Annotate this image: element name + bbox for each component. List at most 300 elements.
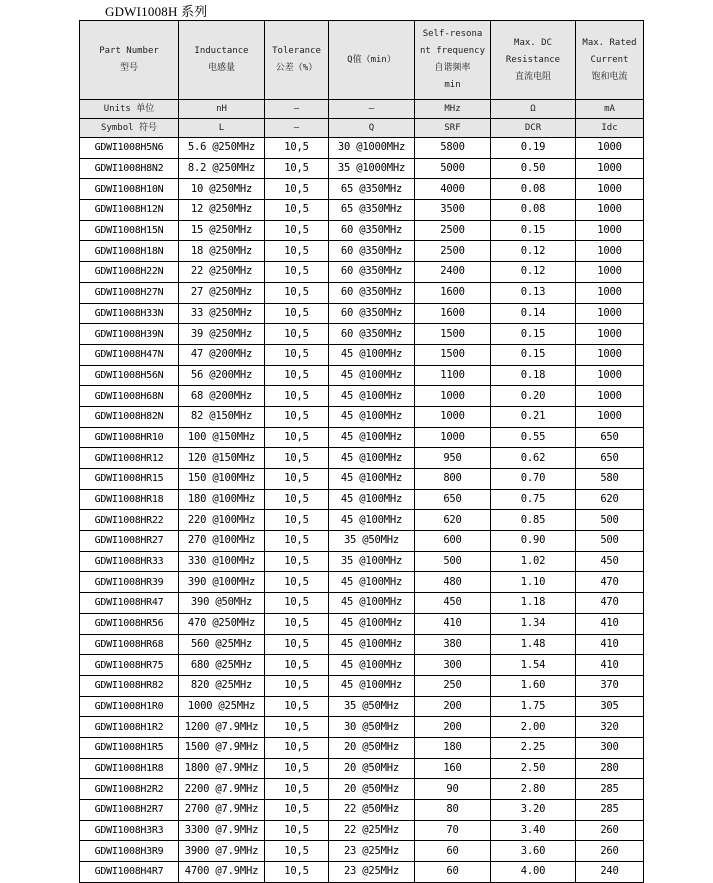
cell-part-number: GDWI1008H5N6 [80, 138, 179, 159]
table-row [80, 303, 644, 324]
table-row [80, 386, 644, 407]
cell-q-min: 20 @50MHz [329, 779, 415, 800]
header-line: min [444, 80, 461, 90]
table-row [80, 862, 644, 883]
cell-inductance: 220 @100MHz [179, 510, 265, 531]
cell-idc: 1000 [576, 344, 644, 365]
cell-part-number: GDWI1008HR12 [80, 448, 179, 469]
cell-tolerance: 10,5 [265, 303, 329, 324]
cell-dcr: 2.25 [491, 737, 576, 758]
cell-idc: 470 [576, 572, 644, 593]
cell-part-number: GDWI1008H18N [80, 241, 179, 262]
cell-idc: 1000 [576, 365, 644, 386]
cell-q-min: 20 @50MHz [329, 758, 415, 779]
cell-idc: 1000 [576, 220, 644, 241]
cell-srf: 200 [415, 717, 491, 738]
cell-inductance: 18 @250MHz [179, 241, 265, 262]
cell-tolerance: 10,5 [265, 593, 329, 614]
document-title: GDWI1008H 系列 [105, 4, 208, 19]
cell-part-number: GDWI1008HR39 [80, 572, 179, 593]
cell-inductance: 100 @150MHz [179, 427, 265, 448]
cell-dcr: 0.15 [491, 324, 576, 345]
cell-srf: 1500 [415, 324, 491, 345]
cell-srf: 2500 [415, 220, 491, 241]
cell-inductance: 5.6 @250MHz [179, 138, 265, 159]
cell-part-number: GDWI1008HR10 [80, 427, 179, 448]
cell-q-min: 60 @350MHz [329, 324, 415, 345]
cell-idc: 450 [576, 551, 644, 572]
cell-inductance: 180 @100MHz [179, 489, 265, 510]
unit-cell-srf: MHz [415, 100, 491, 119]
header-line: Tolerance [272, 46, 321, 56]
cell-inductance: 3300 @7.9MHz [179, 820, 265, 841]
cell-tolerance: 10,5 [265, 365, 329, 386]
cell-srf: 800 [415, 469, 491, 490]
unit-cell-q-min: — [329, 100, 415, 119]
cell-idc: 1000 [576, 138, 644, 159]
cell-q-min: 45 @100MHz [329, 572, 415, 593]
header-line: Resistance [505, 54, 561, 65]
header-line: Max. Rated [582, 37, 637, 48]
cell-part-number: GDWI1008H33N [80, 303, 179, 324]
cell-dcr: 0.70 [491, 469, 576, 490]
cell-idc: 280 [576, 758, 644, 779]
cell-dcr: 0.14 [491, 303, 576, 324]
cell-q-min: 22 @50MHz [329, 800, 415, 821]
cell-q-min: 60 @350MHz [329, 282, 415, 303]
cell-q-min: 35 @100MHz [329, 551, 415, 572]
cell-srf: 160 [415, 758, 491, 779]
unit-cell-tolerance: — [265, 100, 329, 119]
cell-inductance: 3900 @7.9MHz [179, 841, 265, 862]
symbol-cell-inductance: L [179, 119, 265, 138]
unit-cell-dcr: Ω [491, 100, 576, 119]
cell-part-number: GDWI1008H1R2 [80, 717, 179, 738]
table-row [80, 551, 644, 572]
cell-dcr: 1.75 [491, 696, 576, 717]
cell-srf: 950 [415, 448, 491, 469]
table-row [80, 634, 644, 655]
cell-dcr: 0.12 [491, 241, 576, 262]
cell-idc: 620 [576, 489, 644, 510]
cell-q-min: 60 @350MHz [329, 303, 415, 324]
cell-inductance: 8.2 @250MHz [179, 158, 265, 179]
cell-srf: 380 [415, 634, 491, 655]
cell-dcr: 0.50 [491, 158, 576, 179]
cell-tolerance: 10,5 [265, 324, 329, 345]
cell-part-number: GDWI1008H82N [80, 406, 179, 427]
table-row [80, 531, 644, 552]
cell-idc: 580 [576, 469, 644, 490]
column-header-tolerance [265, 21, 329, 100]
cell-part-number: GDWI1008HR15 [80, 469, 179, 490]
cell-idc: 1000 [576, 303, 644, 324]
table-row [80, 262, 644, 283]
cell-q-min: 20 @50MHz [329, 737, 415, 758]
cell-idc: 1000 [576, 282, 644, 303]
cell-q-min: 45 @100MHz [329, 469, 415, 490]
cell-dcr: 0.90 [491, 531, 576, 552]
cell-dcr: 3.40 [491, 820, 576, 841]
cell-tolerance: 10,5 [265, 386, 329, 407]
cell-part-number: GDWI1008HR33 [80, 551, 179, 572]
cell-idc: 410 [576, 613, 644, 634]
cell-part-number: GDWI1008HR68 [80, 634, 179, 655]
table-row [80, 365, 644, 386]
table-body [80, 138, 644, 883]
cell-part-number: GDWI1008H1R0 [80, 696, 179, 717]
cell-q-min: 45 @100MHz [329, 427, 415, 448]
cell-idc: 1000 [576, 386, 644, 407]
header-line: 饱和电流 [591, 71, 628, 82]
cell-inductance: 82 @150MHz [179, 406, 265, 427]
cell-tolerance: 10,5 [265, 510, 329, 531]
cell-dcr: 0.08 [491, 179, 576, 200]
table-row [80, 489, 644, 510]
cell-part-number: GDWI1008H27N [80, 282, 179, 303]
cell-q-min: 45 @100MHz [329, 675, 415, 696]
cell-q-min: 45 @100MHz [329, 593, 415, 614]
cell-dcr: 1.48 [491, 634, 576, 655]
cell-inductance: 2700 @7.9MHz [179, 800, 265, 821]
header-line: 型号 [119, 63, 138, 73]
cell-srf: 1000 [415, 386, 491, 407]
cell-dcr: 0.19 [491, 138, 576, 159]
cell-tolerance: 10,5 [265, 179, 329, 200]
cell-inductance: 1200 @7.9MHz [179, 717, 265, 738]
cell-srf: 500 [415, 551, 491, 572]
header-line: Q值（min） [347, 54, 396, 65]
column-header-q-min [329, 21, 415, 100]
cell-dcr: 2.80 [491, 779, 576, 800]
cell-idc: 1000 [576, 324, 644, 345]
cell-inductance: 820 @25MHz [179, 675, 265, 696]
cell-srf: 2500 [415, 241, 491, 262]
cell-srf: 620 [415, 510, 491, 531]
cell-dcr: 3.60 [491, 841, 576, 862]
cell-srf: 410 [415, 613, 491, 634]
cell-q-min: 60 @350MHz [329, 262, 415, 283]
cell-srf: 250 [415, 675, 491, 696]
cell-srf: 480 [415, 572, 491, 593]
cell-idc: 650 [576, 427, 644, 448]
cell-part-number: GDWI1008H1R8 [80, 758, 179, 779]
header-line: 电感量 [207, 63, 235, 73]
cell-srf: 650 [415, 489, 491, 510]
cell-srf: 5000 [415, 158, 491, 179]
cell-dcr: 3.20 [491, 800, 576, 821]
cell-part-number: GDWI1008HR56 [80, 613, 179, 634]
cell-srf: 1500 [415, 344, 491, 365]
symbol-cell-dcr: DCR [491, 119, 576, 138]
cell-srf: 1600 [415, 303, 491, 324]
cell-inductance: 270 @100MHz [179, 531, 265, 552]
cell-q-min: 45 @100MHz [329, 365, 415, 386]
cell-idc: 410 [576, 634, 644, 655]
table-row [80, 717, 644, 738]
header-line: Inductance [194, 46, 249, 56]
cell-inductance: 560 @25MHz [179, 634, 265, 655]
cell-part-number: GDWI1008H2R7 [80, 800, 179, 821]
cell-inductance: 680 @25MHz [179, 655, 265, 676]
cell-q-min: 60 @350MHz [329, 220, 415, 241]
cell-part-number: GDWI1008H3R3 [80, 820, 179, 841]
cell-inductance: 1500 @7.9MHz [179, 737, 265, 758]
cell-srf: 200 [415, 696, 491, 717]
cell-srf: 1600 [415, 282, 491, 303]
cell-q-min: 45 @100MHz [329, 613, 415, 634]
column-header-part-number [80, 21, 179, 100]
cell-idc: 240 [576, 862, 644, 883]
cell-idc: 285 [576, 779, 644, 800]
table-row [80, 758, 644, 779]
cell-tolerance: 10,5 [265, 758, 329, 779]
table-row [80, 324, 644, 345]
cell-inductance: 68 @200MHz [179, 386, 265, 407]
cell-inductance: 39 @250MHz [179, 324, 265, 345]
cell-inductance: 150 @100MHz [179, 469, 265, 490]
header-line: 自谐频率 [434, 63, 471, 73]
cell-idc: 1000 [576, 200, 644, 221]
cell-q-min: 65 @350MHz [329, 200, 415, 221]
cell-tolerance: 10,5 [265, 634, 329, 655]
column-header-dcr [491, 21, 576, 100]
cell-srf: 4000 [415, 179, 491, 200]
cell-tolerance: 10,5 [265, 841, 329, 862]
symbol-row [80, 119, 644, 138]
table-row [80, 200, 644, 221]
cell-srf: 180 [415, 737, 491, 758]
cell-inductance: 15 @250MHz [179, 220, 265, 241]
cell-dcr: 0.20 [491, 386, 576, 407]
cell-tolerance: 10,5 [265, 800, 329, 821]
cell-tolerance: 10,5 [265, 262, 329, 283]
cell-idc: 260 [576, 841, 644, 862]
header-row [80, 21, 644, 100]
cell-idc: 500 [576, 531, 644, 552]
header-line: Max. DC [514, 37, 552, 48]
table-row [80, 406, 644, 427]
cell-idc: 500 [576, 510, 644, 531]
cell-idc: 1000 [576, 179, 644, 200]
cell-tolerance: 10,5 [265, 531, 329, 552]
cell-idc: 1000 [576, 262, 644, 283]
cell-part-number: GDWI1008H8N2 [80, 158, 179, 179]
cell-tolerance: 10,5 [265, 737, 329, 758]
cell-q-min: 65 @350MHz [329, 179, 415, 200]
cell-q-min: 45 @100MHz [329, 634, 415, 655]
table-row [80, 572, 644, 593]
unit-cell-idc: mA [576, 100, 644, 119]
cell-tolerance: 10,5 [265, 406, 329, 427]
cell-inductance: 56 @200MHz [179, 365, 265, 386]
cell-srf: 60 [415, 862, 491, 883]
table-row [80, 220, 644, 241]
cell-dcr: 0.15 [491, 344, 576, 365]
cell-tolerance: 10,5 [265, 613, 329, 634]
cell-tolerance: 10,5 [265, 820, 329, 841]
cell-tolerance: 10,5 [265, 344, 329, 365]
cell-part-number: GDWI1008H3R9 [80, 841, 179, 862]
header-line: nt frequency [419, 46, 486, 56]
cell-q-min: 60 @350MHz [329, 241, 415, 262]
cell-tolerance: 10,5 [265, 779, 329, 800]
table-row [80, 469, 644, 490]
cell-q-min: 35 @50MHz [329, 696, 415, 717]
cell-inductance: 47 @200MHz [179, 344, 265, 365]
cell-srf: 3500 [415, 200, 491, 221]
table-row [80, 841, 644, 862]
table-row [80, 655, 644, 676]
table-row [80, 138, 644, 159]
cell-srf: 600 [415, 531, 491, 552]
header-line: Self-resona [422, 29, 483, 39]
cell-part-number: GDWI1008H68N [80, 386, 179, 407]
cell-q-min: 35 @1000MHz [329, 158, 415, 179]
cell-srf: 90 [415, 779, 491, 800]
cell-srf: 70 [415, 820, 491, 841]
cell-part-number: GDWI1008H1R5 [80, 737, 179, 758]
cell-dcr: 1.34 [491, 613, 576, 634]
cell-q-min: 45 @100MHz [329, 386, 415, 407]
header-line: Current [590, 54, 629, 65]
symbol-cell-srf: SRF [415, 119, 491, 138]
cell-inductance: 120 @150MHz [179, 448, 265, 469]
cell-dcr: 0.15 [491, 220, 576, 241]
table-row [80, 448, 644, 469]
table-row [80, 344, 644, 365]
spec-table [79, 20, 644, 883]
column-header-inductance [179, 21, 265, 100]
table-row [80, 820, 644, 841]
symbol-cell-q-min: Q [329, 119, 415, 138]
cell-part-number: GDWI1008H12N [80, 200, 179, 221]
cell-idc: 260 [576, 820, 644, 841]
cell-tolerance: 10,5 [265, 862, 329, 883]
header-line: 公差（%） [275, 63, 318, 73]
table-row [80, 779, 644, 800]
cell-dcr: 1.54 [491, 655, 576, 676]
cell-dcr: 0.18 [491, 365, 576, 386]
table-row [80, 675, 644, 696]
table-row [80, 158, 644, 179]
cell-idc: 1000 [576, 406, 644, 427]
cell-dcr: 2.50 [491, 758, 576, 779]
cell-dcr: 0.75 [491, 489, 576, 510]
cell-inductance: 22 @250MHz [179, 262, 265, 283]
cell-dcr: 1.18 [491, 593, 576, 614]
cell-dcr: 0.13 [491, 282, 576, 303]
cell-srf: 2400 [415, 262, 491, 283]
table-row [80, 510, 644, 531]
cell-srf: 80 [415, 800, 491, 821]
unit-cell-part-number: Units 单位 [80, 100, 179, 119]
cell-tolerance: 10,5 [265, 282, 329, 303]
cell-dcr: 0.85 [491, 510, 576, 531]
cell-srf: 450 [415, 593, 491, 614]
cell-q-min: 45 @100MHz [329, 406, 415, 427]
column-header-srf [415, 21, 491, 100]
cell-inductance: 27 @250MHz [179, 282, 265, 303]
cell-part-number: GDWI1008HR27 [80, 531, 179, 552]
symbol-cell-part-number: Symbol 符号 [80, 119, 179, 138]
cell-inductance: 33 @250MHz [179, 303, 265, 324]
cell-q-min: 23 @25MHz [329, 862, 415, 883]
cell-srf: 1000 [415, 406, 491, 427]
cell-inductance: 1800 @7.9MHz [179, 758, 265, 779]
cell-srf: 1100 [415, 365, 491, 386]
cell-q-min: 23 @25MHz [329, 841, 415, 862]
cell-idc: 320 [576, 717, 644, 738]
cell-tolerance: 10,5 [265, 138, 329, 159]
header-line: Part Number [99, 46, 159, 56]
cell-part-number: GDWI1008HR18 [80, 489, 179, 510]
cell-idc: 1000 [576, 158, 644, 179]
unit-cell-inductance: nH [179, 100, 265, 119]
cell-dcr: 1.10 [491, 572, 576, 593]
cell-q-min: 22 @25MHz [329, 820, 415, 841]
column-header-idc [576, 21, 644, 100]
cell-tolerance: 10,5 [265, 158, 329, 179]
cell-part-number: GDWI1008H15N [80, 220, 179, 241]
cell-tolerance: 10,5 [265, 200, 329, 221]
table-row [80, 613, 644, 634]
cell-tolerance: 10,5 [265, 489, 329, 510]
table-row [80, 737, 644, 758]
cell-idc: 650 [576, 448, 644, 469]
cell-dcr: 0.08 [491, 200, 576, 221]
header-line: 直流电阻 [514, 71, 551, 82]
cell-part-number: GDWI1008H39N [80, 324, 179, 345]
cell-tolerance: 10,5 [265, 696, 329, 717]
table-row [80, 282, 644, 303]
cell-q-min: 45 @100MHz [329, 489, 415, 510]
table-row [80, 593, 644, 614]
cell-dcr: 0.62 [491, 448, 576, 469]
cell-part-number: GDWI1008HR75 [80, 655, 179, 676]
cell-tolerance: 10,5 [265, 717, 329, 738]
cell-part-number: GDWI1008H47N [80, 344, 179, 365]
cell-idc: 300 [576, 737, 644, 758]
cell-q-min: 30 @1000MHz [329, 138, 415, 159]
cell-tolerance: 10,5 [265, 241, 329, 262]
cell-srf: 5800 [415, 138, 491, 159]
cell-dcr: 1.60 [491, 675, 576, 696]
cell-q-min: 45 @100MHz [329, 510, 415, 531]
cell-inductance: 390 @100MHz [179, 572, 265, 593]
cell-dcr: 2.00 [491, 717, 576, 738]
cell-inductance: 2200 @7.9MHz [179, 779, 265, 800]
table-row [80, 696, 644, 717]
cell-srf: 300 [415, 655, 491, 676]
cell-inductance: 330 @100MHz [179, 551, 265, 572]
cell-srf: 1000 [415, 427, 491, 448]
cell-dcr: 0.12 [491, 262, 576, 283]
cell-q-min: 45 @100MHz [329, 344, 415, 365]
cell-inductance: 1000 @25MHz [179, 696, 265, 717]
cell-q-min: 45 @100MHz [329, 655, 415, 676]
cell-inductance: 390 @50MHz [179, 593, 265, 614]
table-row [80, 241, 644, 262]
cell-inductance: 12 @250MHz [179, 200, 265, 221]
cell-dcr: 0.21 [491, 406, 576, 427]
cell-inductance: 10 @250MHz [179, 179, 265, 200]
cell-dcr: 4.00 [491, 862, 576, 883]
table-row [80, 427, 644, 448]
cell-q-min: 35 @50MHz [329, 531, 415, 552]
cell-tolerance: 10,5 [265, 675, 329, 696]
cell-part-number: GDWI1008HR22 [80, 510, 179, 531]
